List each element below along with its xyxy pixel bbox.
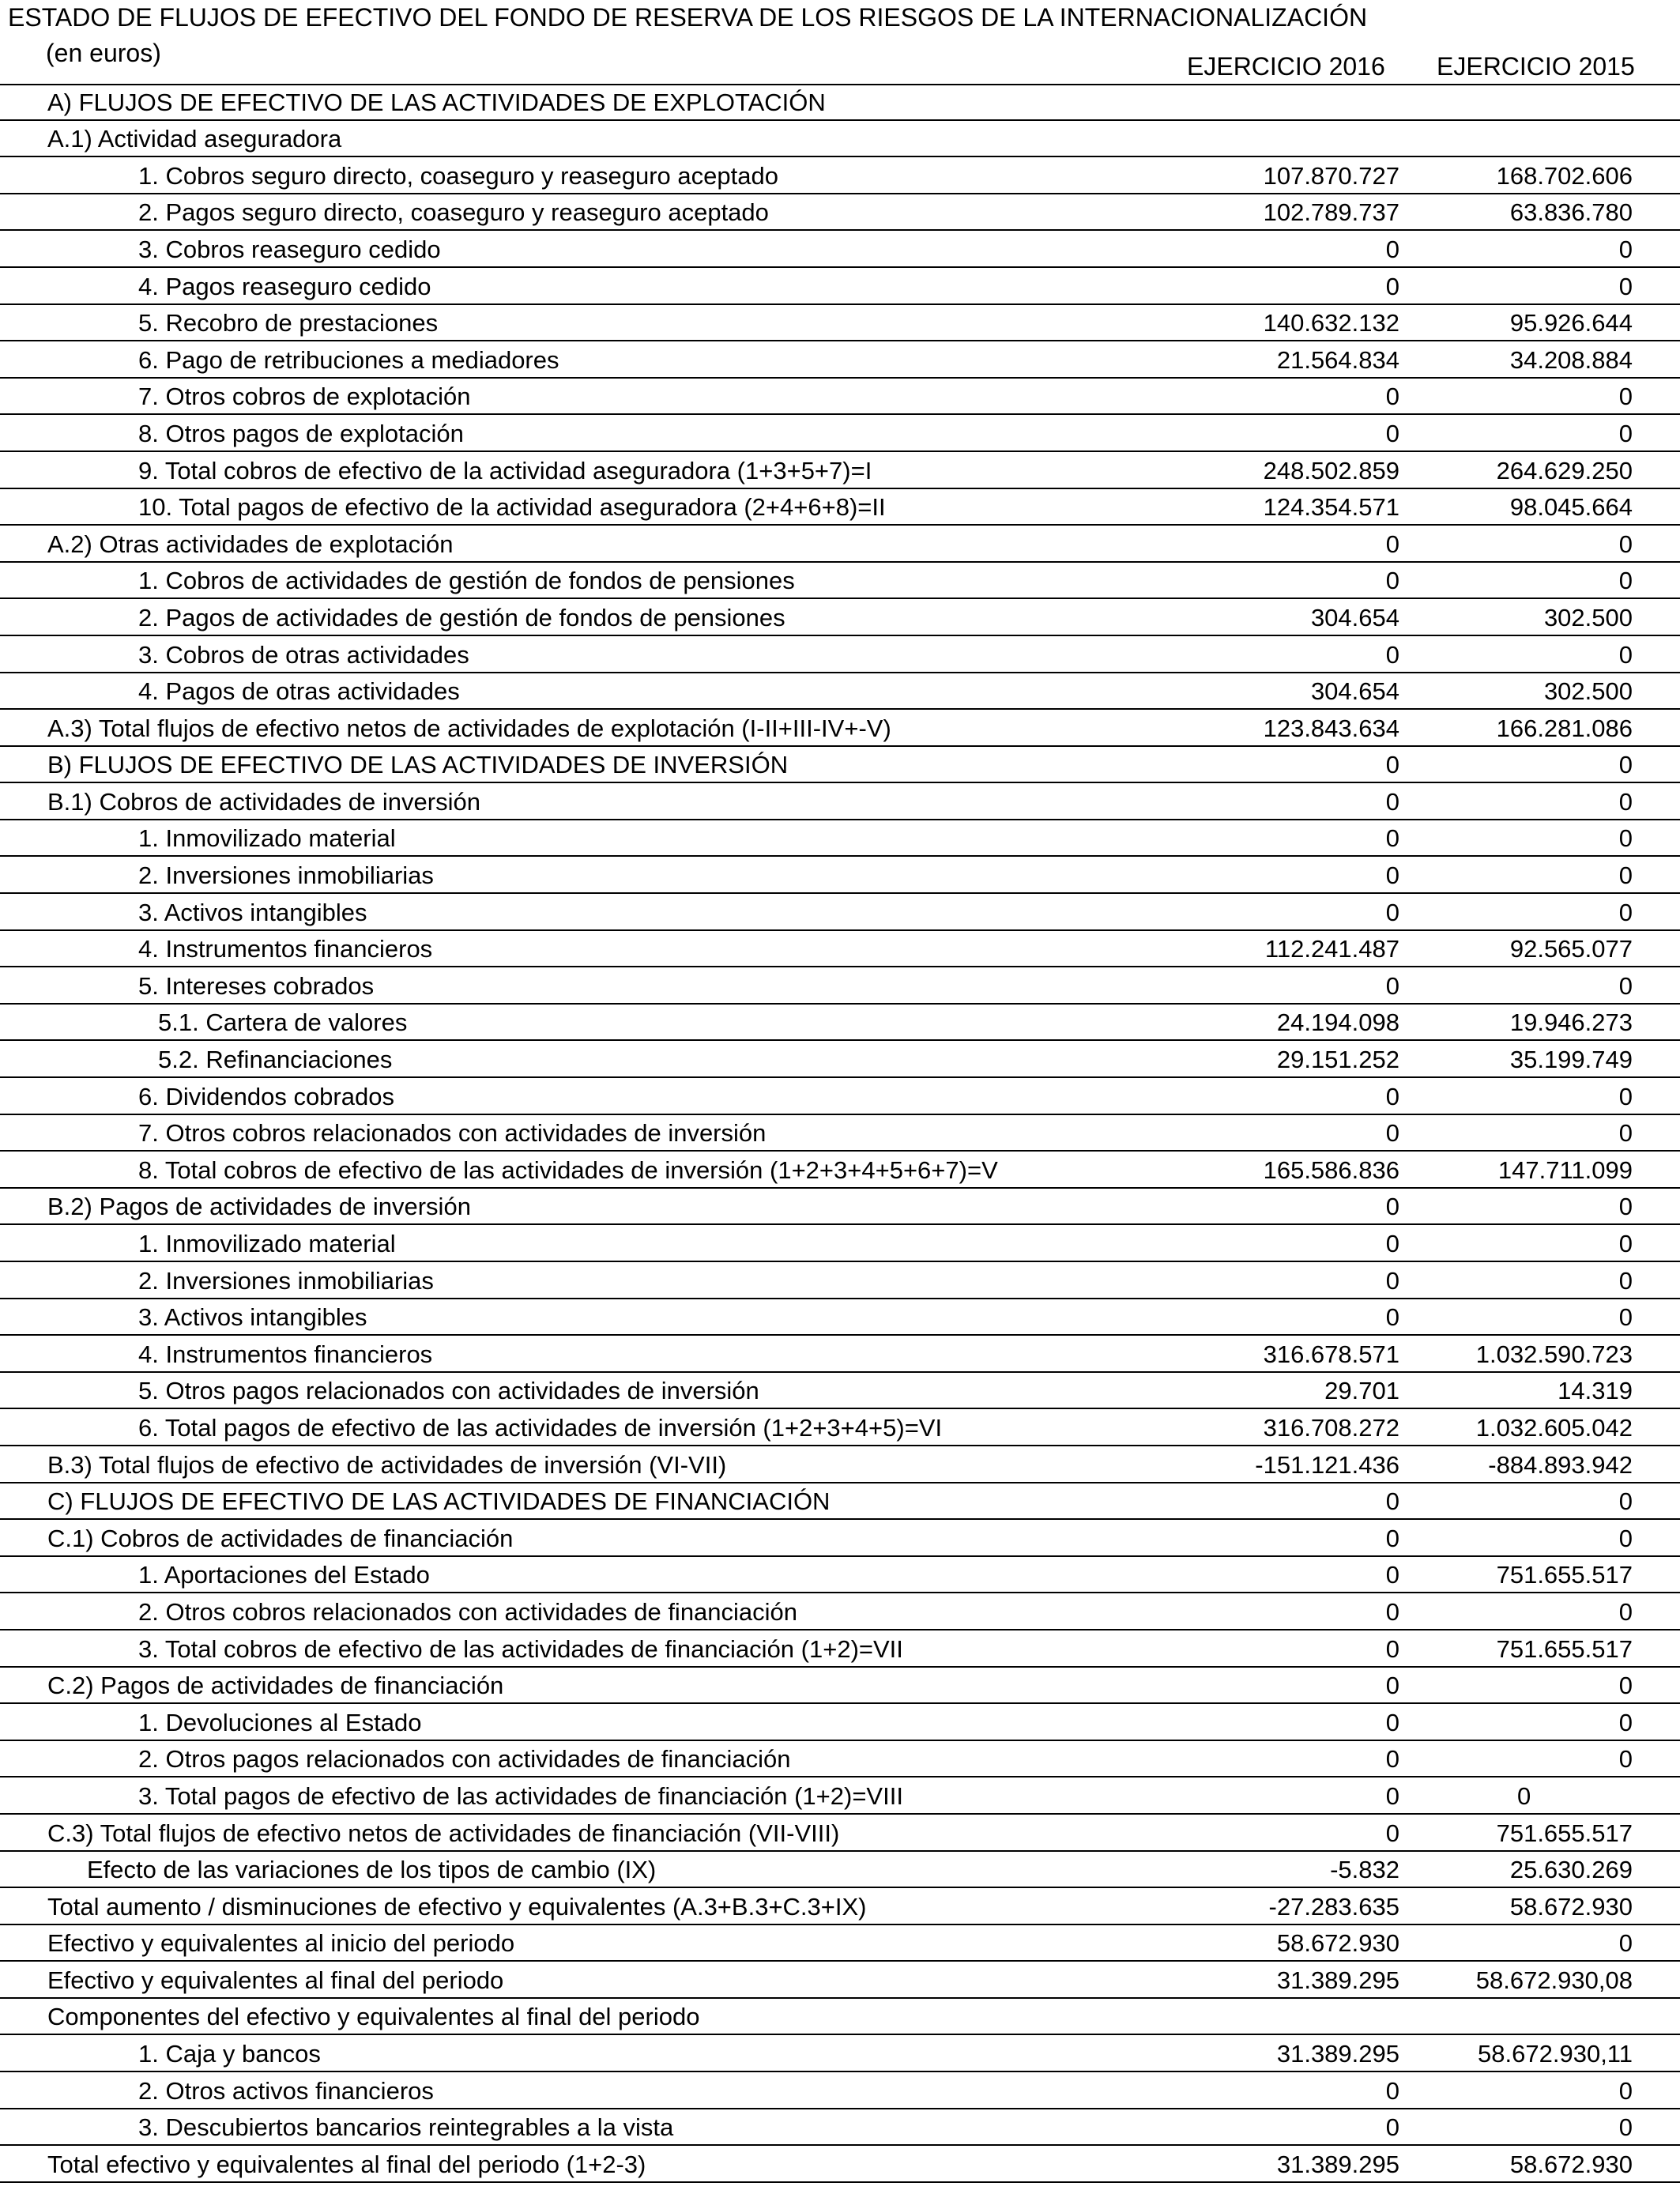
row-label: 4. Instrumentos financieros	[138, 1340, 433, 1368]
table-row	[0, 1888, 1680, 1925]
table-row	[0, 1557, 1680, 1594]
value-2015: 19.946.273	[1509, 1008, 1633, 1037]
value-2015: 1.032.590.723	[1475, 1340, 1633, 1368]
value-2015: 0	[1618, 2113, 1633, 2142]
table-row	[0, 1041, 1680, 1078]
table-row	[0, 1777, 1680, 1815]
table-row	[0, 1962, 1680, 1999]
row-label: C.2) Pagos de actividades de financiación	[47, 1672, 504, 1700]
value-2016: 0	[1385, 1819, 1399, 1847]
value-2016: -27.283.635	[1268, 1892, 1399, 1921]
table-row	[0, 967, 1680, 1005]
row-label: 2. Inversiones inmobiliarias	[138, 1266, 434, 1295]
value-2015: 302.500	[1543, 677, 1633, 706]
value-2016: 0	[1385, 383, 1399, 411]
value-2015: -884.893.942	[1488, 1450, 1633, 1479]
row-label: 3. Cobros reaseguro cedido	[138, 235, 441, 263]
row-label: A) FLUJOS DE EFECTIVO DE LAS ACTIVIDADES DE EXPLOTACIÓN	[47, 88, 826, 116]
row-label: Total aumento / disminuciones de efectivo y equivalentes (A.3+B.3+C.3+IX)	[47, 1892, 867, 1921]
row-label: 2. Pagos de actividades de gestión de fondos de pensiones	[138, 603, 785, 631]
row-label: 6. Dividendos cobrados	[138, 1082, 394, 1110]
row-label: 2. Inversiones inmobiliarias	[138, 861, 434, 890]
value-2015: 0	[1618, 898, 1633, 926]
value-2015: 751.655.517	[1496, 1561, 1633, 1589]
row-label: 2. Pagos seguro directo, coaseguro y reaseguro aceptado	[138, 198, 769, 227]
table-row	[0, 489, 1680, 526]
cash-flow-table	[0, 84, 1680, 2183]
value-2015: 0	[1618, 1597, 1633, 1626]
table-row	[0, 84, 1680, 121]
value-2016: 0	[1385, 567, 1399, 595]
table-row	[0, 563, 1680, 600]
table-row	[0, 1409, 1680, 1446]
row-label: C.1) Cobros de actividades de financiación	[47, 1524, 514, 1552]
value-2015: 0	[1618, 272, 1633, 300]
row-label: 2. Otros activos financieros	[138, 2076, 434, 2105]
column-header-2015: EJERCICIO 2015	[1437, 52, 1635, 81]
table-row	[0, 1078, 1680, 1115]
value-2016: 0	[1385, 971, 1399, 1000]
table-row	[0, 2072, 1680, 2109]
value-2016: 0	[1385, 824, 1399, 853]
value-2015: 0	[1618, 1708, 1633, 1736]
table-row	[0, 2109, 1680, 2147]
column-header-2016: EJERCICIO 2016	[1187, 52, 1385, 81]
row-label: 5. Intereses cobrados	[138, 971, 375, 1000]
table-row	[0, 1704, 1680, 1741]
value-2015: 0	[1618, 567, 1633, 595]
value-2016: 0	[1385, 898, 1399, 926]
value-2016: 0	[1385, 1745, 1399, 1774]
table-row	[0, 341, 1680, 379]
value-2015: 166.281.086	[1496, 714, 1633, 742]
value-2016: 0	[1385, 1561, 1399, 1589]
table-row	[0, 1115, 1680, 1152]
value-2015: 0	[1618, 1929, 1633, 1958]
row-label: 3. Activos intangibles	[138, 898, 367, 926]
table-row	[0, 931, 1680, 968]
value-2016: 0	[1385, 640, 1399, 669]
row-label: Efectivo y equivalentes al final del periodo	[47, 1966, 504, 1994]
row-label: B) FLUJOS DE EFECTIVO DE LAS ACTIVIDADES DE INVERSIÓN	[47, 751, 789, 779]
row-label: 1. Cobros seguro directo, coaseguro y reaseguro aceptado	[138, 161, 778, 190]
table-row	[0, 2035, 1680, 2072]
value-2016: 316.678.571	[1263, 1340, 1399, 1368]
value-2016: 0	[1385, 1708, 1399, 1736]
value-2015: 25.630.269	[1509, 1856, 1633, 1884]
value-2015: 302.500	[1543, 603, 1633, 631]
row-label: 4. Pagos de otras actividades	[138, 677, 460, 706]
table-row	[0, 268, 1680, 305]
table-row	[0, 1373, 1680, 1410]
row-label: Total efectivo y equivalentes al final del periodo (1+2-3)	[47, 2150, 646, 2178]
row-label: 5. Recobro de prestaciones	[138, 309, 439, 337]
value-2015: 58.672.930,08	[1475, 1966, 1633, 1994]
row-label: B.2) Pagos de actividades de inversión	[47, 1193, 471, 1221]
value-2015: 58.672.930	[1509, 2150, 1633, 2178]
row-label: 4. Pagos reaseguro cedido	[138, 272, 431, 300]
value-2015: 0	[1517, 1781, 1531, 1810]
value-2015: 147.711.099	[1497, 1155, 1633, 1184]
value-2015: 0	[1618, 1193, 1633, 1221]
table-row	[0, 857, 1680, 894]
value-2015: 58.672.930,11	[1478, 2040, 1633, 2068]
row-label: 3. Total pagos de efectivo de las actividades de financiación (1+2)=VIII	[138, 1781, 903, 1810]
table-row	[0, 194, 1680, 232]
value-2015: 0	[1618, 1230, 1633, 1257]
table-row	[0, 1446, 1680, 1483]
value-2015: 0	[1618, 787, 1633, 816]
table-row	[0, 1815, 1680, 1852]
table-row	[0, 1189, 1680, 1226]
value-2015: 0	[1618, 1303, 1633, 1332]
value-2015: 92.565.077	[1509, 935, 1633, 963]
value-2016: 0	[1385, 1634, 1399, 1663]
table-row	[0, 783, 1680, 820]
row-label: Efecto de las variaciones de los tipos de cambio (IX)	[87, 1856, 657, 1884]
table-row	[0, 231, 1680, 268]
value-2015: 0	[1618, 1524, 1633, 1552]
value-2016: 0	[1385, 1303, 1399, 1332]
value-2016: 24.194.098	[1276, 1008, 1399, 1037]
value-2016: 112.241.487	[1264, 935, 1399, 963]
row-label: 7. Otros cobros de explotación	[138, 383, 471, 411]
row-label: A.3) Total flujos de efectivo netos de actividades de explotación (I-II+III-IV+-V)	[47, 714, 891, 742]
value-2016: 0	[1385, 1193, 1399, 1221]
table-row	[0, 1336, 1680, 1373]
value-2015: 95.926.644	[1509, 309, 1633, 337]
value-2016: 0	[1385, 751, 1399, 779]
row-label: C.3) Total flujos de efectivo netos de actividades de financiación (VII-VIII)	[47, 1819, 840, 1847]
table-row	[0, 1852, 1680, 1889]
value-2016: 0	[1385, 1082, 1399, 1110]
value-2015: 58.672.930	[1509, 1892, 1633, 1921]
value-2016: 58.672.930	[1276, 1929, 1399, 1958]
value-2016: 0	[1385, 1781, 1399, 1810]
value-2016: 0	[1385, 1266, 1399, 1295]
table-row	[0, 1299, 1680, 1336]
value-2016: -5.832	[1330, 1856, 1399, 1884]
value-2015: 63.836.780	[1509, 198, 1633, 227]
value-2015: 0	[1618, 2076, 1633, 2105]
row-label: Efectivo y equivalentes al inicio del periodo	[47, 1929, 515, 1958]
value-2015: 0	[1618, 235, 1633, 263]
row-label: C) FLUJOS DE EFECTIVO DE LAS ACTIVIDADES DE FINANCIACIÓN	[47, 1487, 831, 1516]
value-2015: 0	[1618, 824, 1633, 853]
row-label: 9. Total cobros de efectivo de la actividad aseguradora (1+3+5+7)=I	[138, 456, 872, 484]
table-row	[0, 820, 1680, 858]
value-2016: 31.389.295	[1276, 2040, 1399, 2068]
row-label: 6. Total pagos de efectivo de las actividades de inversión (1+2+3+4+5)=VI	[138, 1413, 943, 1442]
table-row	[0, 2146, 1680, 2183]
row-label: A.2) Otras actividades de explotación	[47, 530, 454, 558]
value-2016: 31.389.295	[1276, 2150, 1399, 2178]
table-row	[0, 1152, 1680, 1189]
value-2016: 123.843.634	[1263, 714, 1399, 742]
value-2015: 0	[1618, 971, 1633, 1000]
table-row	[0, 1925, 1680, 1962]
table-row	[0, 1483, 1680, 1521]
value-2015: 0	[1618, 1266, 1633, 1295]
table-row	[0, 1630, 1680, 1668]
value-2016: 0	[1385, 1487, 1399, 1516]
table-row	[0, 710, 1680, 747]
value-2016: 248.502.859	[1263, 456, 1399, 484]
value-2016: 0	[1385, 272, 1399, 300]
value-2015: 34.208.884	[1509, 345, 1633, 374]
value-2016: 0	[1385, 787, 1399, 816]
value-2016: 316.708.272	[1263, 1413, 1399, 1442]
row-label: 1. Cobros de actividades de gestión de fondos de pensiones	[138, 567, 795, 595]
value-2015: 1.032.605.042	[1475, 1413, 1633, 1442]
value-2016: 29.151.252	[1276, 1046, 1399, 1074]
value-2016: 31.389.295	[1276, 1966, 1399, 1994]
table-row	[0, 526, 1680, 563]
table-row	[0, 1520, 1680, 1557]
table-row	[0, 1741, 1680, 1778]
row-label: 8. Otros pagos de explotación	[138, 419, 464, 447]
value-2016: 304.654	[1310, 603, 1399, 631]
value-2016: 304.654	[1310, 677, 1399, 706]
value-2015: 0	[1618, 383, 1633, 411]
value-2016: 0	[1385, 1230, 1399, 1257]
value-2016: 0	[1385, 419, 1399, 447]
row-label: 2. Otros pagos relacionados con actividades de financiación	[138, 1745, 791, 1774]
value-2015: 0	[1618, 640, 1633, 669]
value-2016: 21.564.834	[1276, 345, 1399, 374]
value-2016: 102.789.737	[1263, 198, 1399, 227]
table-row	[0, 636, 1680, 673]
value-2016: 0	[1385, 2076, 1399, 2105]
row-label: A.1) Actividad aseguradora	[47, 125, 342, 153]
value-2016: 0	[1385, 530, 1399, 558]
table-row	[0, 673, 1680, 711]
value-2016: 124.354.571	[1263, 493, 1399, 522]
table-row	[0, 452, 1680, 489]
value-2016: 29.701	[1324, 1377, 1399, 1405]
row-label: 4. Instrumentos financieros	[138, 935, 433, 963]
value-2015: 0	[1618, 530, 1633, 558]
value-2015: 35.199.749	[1509, 1046, 1633, 1074]
row-label: 3. Cobros de otras actividades	[138, 640, 469, 669]
table-row	[0, 157, 1680, 194]
row-label: 5.1. Cartera de valores	[158, 1008, 408, 1037]
row-label: 8. Total cobros de efectivo de las actividades de inversión (1+2+3+4+5+6+7)=V	[138, 1155, 998, 1184]
table-row	[0, 1593, 1680, 1630]
row-label: 1. Aportaciones del Estado	[138, 1561, 430, 1589]
table-row	[0, 1005, 1680, 1042]
table-row	[0, 1262, 1680, 1299]
row-label: 7. Otros cobros relacionados con actividades de inversión	[138, 1119, 767, 1148]
value-2016: 0	[1385, 2113, 1399, 2142]
row-label: B.3) Total flujos de efectivo de actividades de inversión (VI-VII)	[47, 1450, 727, 1479]
value-2015: 0	[1618, 1745, 1633, 1774]
value-2015: 751.655.517	[1496, 1819, 1633, 1847]
value-2016: 140.632.132	[1263, 309, 1399, 337]
value-2016: 0	[1385, 861, 1399, 890]
row-label: 1. Inmovilizado material	[138, 1230, 396, 1257]
row-label: 5.2. Refinanciaciones	[158, 1046, 393, 1074]
row-label: 10. Total pagos de efectivo de la actividad aseguradora (2+4+6+8)=II	[138, 493, 886, 522]
row-label: 1. Devoluciones al Estado	[138, 1708, 422, 1736]
table-row	[0, 379, 1680, 416]
value-2015: 264.629.250	[1496, 456, 1633, 484]
row-label: Componentes del efectivo y equivalentes al final del periodo	[47, 2003, 700, 2031]
value-2015: 14.319	[1558, 1377, 1633, 1405]
value-2015: 0	[1618, 1672, 1633, 1700]
row-label: 1. Inmovilizado material	[138, 824, 396, 853]
table-row	[0, 894, 1680, 931]
table-row	[0, 415, 1680, 452]
table-row	[0, 1668, 1680, 1705]
value-2016: 0	[1385, 1597, 1399, 1626]
value-2016: -151.121.436	[1255, 1450, 1399, 1479]
table-row	[0, 599, 1680, 636]
value-2015: 0	[1618, 861, 1633, 890]
value-2015: 0	[1618, 1487, 1633, 1516]
value-2015: 0	[1618, 419, 1633, 447]
statement-title: ESTADO DE FLUJOS DE EFECTIVO DEL FONDO DE RESERVA DE LOS RIESGOS DE LA INTERNACIONALIZACIÓN	[8, 3, 1368, 32]
table-row	[0, 121, 1680, 158]
table-row	[0, 305, 1680, 342]
value-2015: 0	[1618, 1119, 1633, 1148]
row-label: 6. Pago de retribuciones a mediadores	[138, 345, 559, 374]
row-label: B.1) Cobros de actividades de inversión	[47, 787, 480, 816]
row-label: 2. Otros cobros relacionados con actividades de financiación	[138, 1597, 798, 1626]
unit-note: (en euros)	[46, 39, 161, 67]
value-2015: 751.655.517	[1496, 1634, 1633, 1663]
row-label: 1. Caja y bancos	[138, 2040, 321, 2068]
row-label: 3. Descubiertos bancarios reintegrables a la vista	[138, 2113, 674, 2142]
row-label: 5. Otros pagos relacionados con actividades de inversión	[138, 1377, 759, 1405]
value-2015: 98.045.664	[1509, 493, 1633, 522]
value-2015: 0	[1618, 1082, 1633, 1110]
table-row	[0, 1225, 1680, 1262]
value-2016: 0	[1385, 1119, 1399, 1148]
value-2015: 168.702.606	[1496, 161, 1633, 190]
value-2015: 0	[1618, 751, 1633, 779]
row-label: 3. Activos intangibles	[138, 1303, 367, 1332]
row-label: 3. Total cobros de efectivo de las actividades de financiación (1+2)=VII	[138, 1634, 903, 1663]
value-2016: 0	[1385, 1672, 1399, 1700]
table-row	[0, 1999, 1680, 2036]
value-2016: 165.586.836	[1263, 1155, 1399, 1184]
table-row	[0, 747, 1680, 784]
value-2016: 0	[1385, 1524, 1399, 1552]
value-2016: 0	[1385, 235, 1399, 263]
value-2016: 107.870.727	[1263, 161, 1399, 190]
